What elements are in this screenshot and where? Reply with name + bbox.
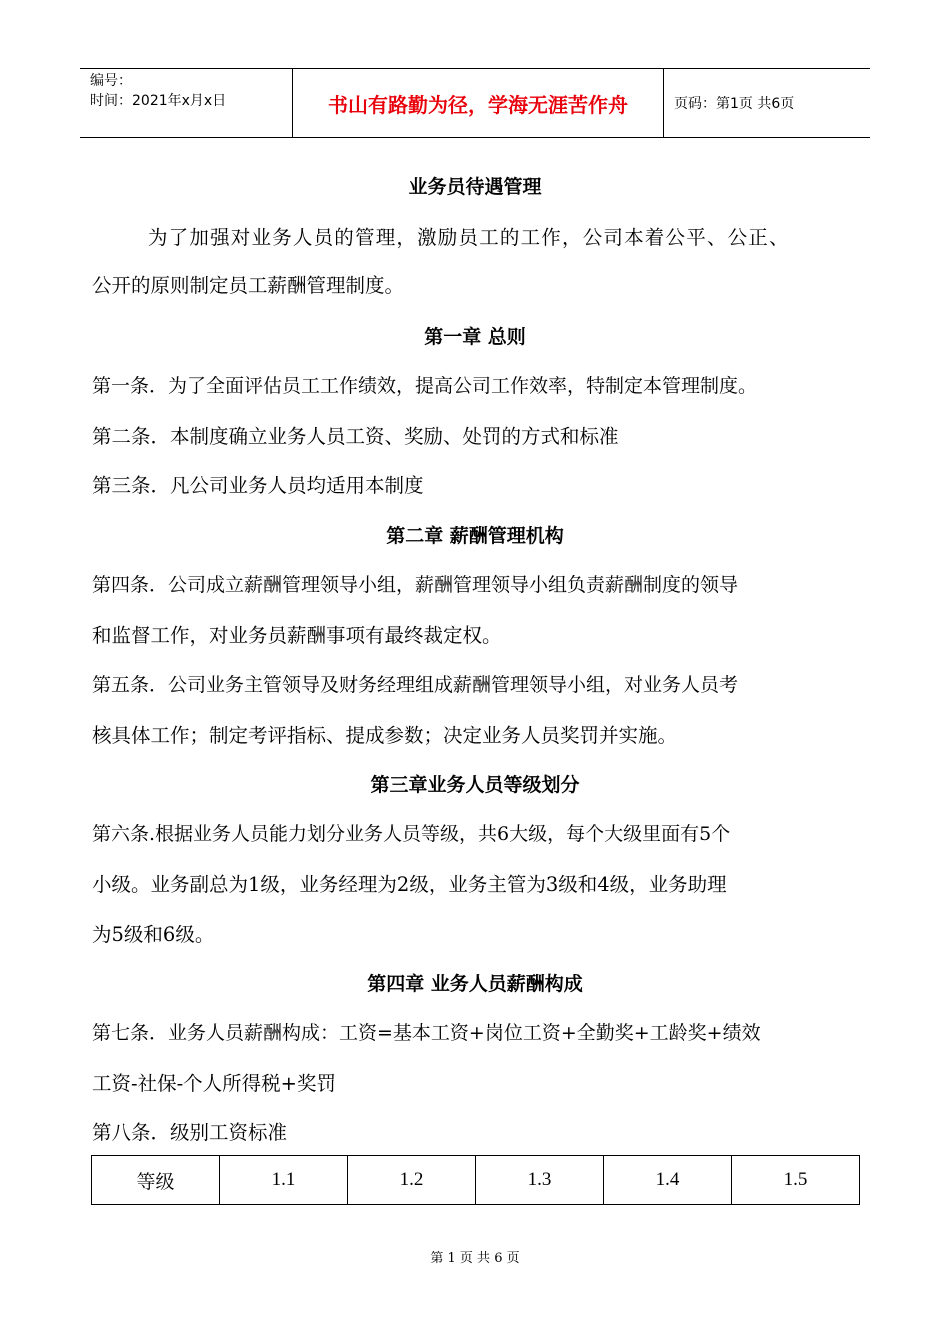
number-label: 编号： — [90, 73, 132, 89]
article-6-line-2: 小级。业务副总为1级，业务经理为2级，业务主管为3级和4级，业务助理 — [92, 873, 727, 896]
table-cell: 1.4 — [604, 1156, 732, 1205]
table-cell: 1.5 — [732, 1156, 860, 1205]
intro-line-1: 为了加强对业务人员的管理，激励员工的工作，公司本着公平、公正、 — [148, 226, 790, 249]
article-6-line-1: 第六条.根据业务人员能力划分业务人员等级，共6大级，每个大级里面有5个 — [92, 823, 731, 845]
chapter-4-heading: 第四章 业务人员薪酬构成 — [367, 973, 583, 995]
table-cell: 1.3 — [476, 1156, 604, 1205]
article-2: 第二条．本制度确立业务人员工资、奖励、处罚的方式和标准 — [92, 425, 619, 448]
article-5-line-2: 核具体工作；制定考评指标、提成参数；决定业务人员奖罚并实施。 — [92, 724, 678, 747]
level-wage-table — [91, 1155, 860, 1205]
intro-line-2: 公开的原则制定员工薪酬管理制度。 — [92, 274, 405, 297]
chapter-2-heading: 第二章 薪酬管理机构 — [386, 525, 564, 547]
article-5-line-1: 第五条．公司业务主管领导及财务经理组成薪酬管理领导小组，对业务人员考 — [92, 674, 739, 696]
chapter-3-heading: 第三章业务人员等级划分 — [370, 774, 580, 796]
document-header — [80, 68, 870, 138]
article-3: 第三条．凡公司业务人员均适用本制度 — [92, 474, 424, 497]
article-6-line-3: 为5级和6级。 — [92, 923, 215, 946]
article-7-line-2: 工资-社保-个人所得税+奖罚 — [92, 1072, 337, 1095]
article-4-line-2: 和监督工作，对业务员薪酬事项有最终裁定权。 — [92, 624, 502, 647]
article-1: 第一条．为了全面评估员工工作绩效，提高公司工作效率，特制定本管理制度。 — [92, 375, 758, 397]
doc-title: 业务员待遇管理 — [408, 176, 542, 198]
table-cell: 1.2 — [348, 1156, 476, 1205]
table-cell: 1.1 — [220, 1156, 348, 1205]
header-page-info: 页码：第1页 共6页 — [674, 96, 795, 112]
header-motto: 书山有路勤为径，学海无涯苦作舟 — [292, 69, 664, 137]
chapter-1-heading: 第一章 总则 — [424, 326, 526, 348]
article-8: 第八条．级别工资标准 — [92, 1121, 288, 1144]
article-7-line-1: 第七条．业务人员薪酬构成：工资=基本工资+岗位工资+全勤奖+工龄奖+绩效 — [92, 1022, 761, 1044]
table-header-cell: 等级 — [92, 1156, 220, 1205]
page-footer: 第 1 页 共 6 页 — [430, 1251, 520, 1266]
table-row — [92, 1156, 860, 1205]
article-4-line-1: 第四条．公司成立薪酬管理领导小组，薪酬管理领导小组负责薪酬制度的领导 — [92, 574, 739, 596]
header-meta — [80, 69, 292, 137]
date-label: 时间：2021年x月x日 — [90, 93, 227, 109]
